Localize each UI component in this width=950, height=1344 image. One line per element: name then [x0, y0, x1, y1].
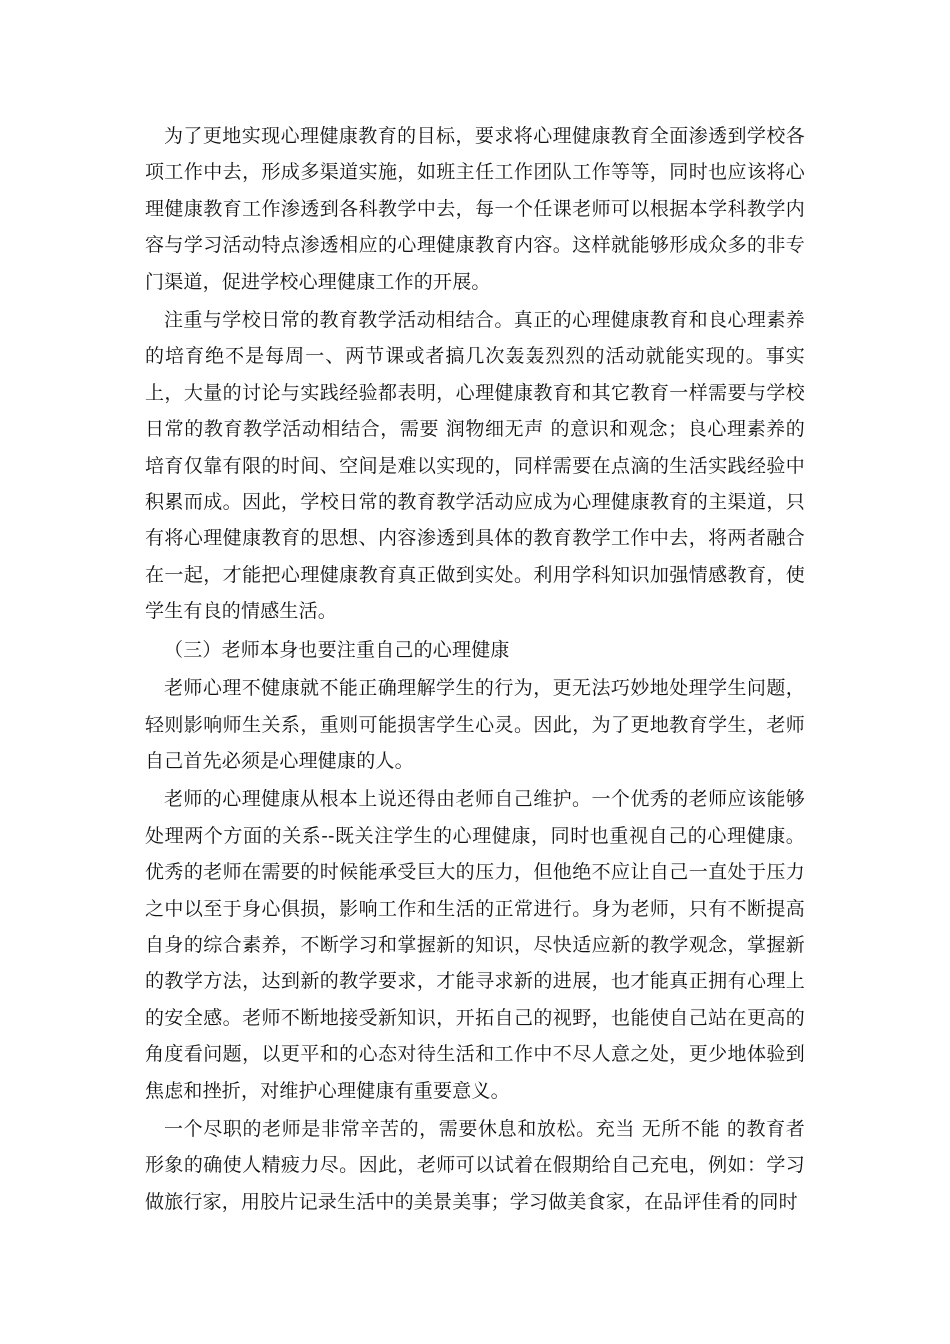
paragraph-2: 注重与学校日常的教育教学活动相结合。真正的心理健康教育和良心理素养的培育绝不是每周一、两节课或者搞几次轰轰烈烈的活动就能实现的。事实上，大量的讨论与实践经验都表明，心理健康教育和其它教育一样需要与学校日常的教育教学活动相结合，需要 润物细无声 的意识和观念；良心理素养的培育仅靠有限的时间、空间是难以实现的，同样需要在点滴的生活实践经验中积累而成。因此，学校日常的教育教学活动应成为心理健康教育的主渠道，只有将心理健康教育的思想、内容渗透到具体的教育教学工作中去，将两者融合在一起，才能把心理健康教育真正做到实处。利用学科知识加强情感教育，使学生有良的情感生活。: [145, 309, 805, 623]
paragraph-5: 一个尽职的老师是非常辛苦的，需要休息和放松。充当 无所不能 的教育者形象的确使人精疲力尽。因此，老师可以试着在假期给自己充电，例如：学习做旅行家，用胶片记录生活中的美景美事；学习做美食家，在品评佳肴的同时: [145, 1117, 805, 1213]
document-body: [145, 118, 805, 1222]
paragraph-3: 老师心理不健康就不能正确理解学生的行为，更无法巧妙地处理学生问题，轻则影响师生关系，重则可能损害学生心灵。因此，为了更地教育学生，老师自己首先必须是心理健康的人。: [145, 677, 805, 772]
section-heading: （三）老师本身也要注重自己的心理健康: [164, 638, 510, 661]
paragraph-4: 老师的心理健康从根本上说还得由老师自己维护。一个优秀的老师应该能够处理两个方面的关系--既关注学生的心理健康，同时也重视自己的心理健康。优秀的老师在需要的时候能承受巨大的压力，但他绝不应让自己一直处于压力之中以至于身心俱损，影响工作和生活的正常进行。身为老师，只有不断提高自身的综合素养，不断学习和掌握新的知识，尽快适应新的教学观念，掌握新的教学方法，达到新的教学要求，才能寻求新的进展，也才能真正拥有心理上的安全感。老师不断地接受新知识，开拓自己的视野，也能使自己站在更高的角度看问题，以更平和的心态对待生活和工作中不尽人意之处，更少地体验到焦虑和挫折，对维护心理健康有重要意义。: [145, 788, 805, 1102]
paragraph-1: 为了更地实现心理健康教育的目标，要求将心理健康教育全面渗透到学校各项工作中去，形成多渠道实施，如班主任工作团队工作等等，同时也应该将心理健康教育工作渗透到各科教学中去，每一个任课老师可以根据本学科教学内容与学习活动特点渗透相应的心理健康教育内容。这样就能够形成众多的非专门渠道，促进学校心理健康工作的开展。: [145, 125, 805, 293]
